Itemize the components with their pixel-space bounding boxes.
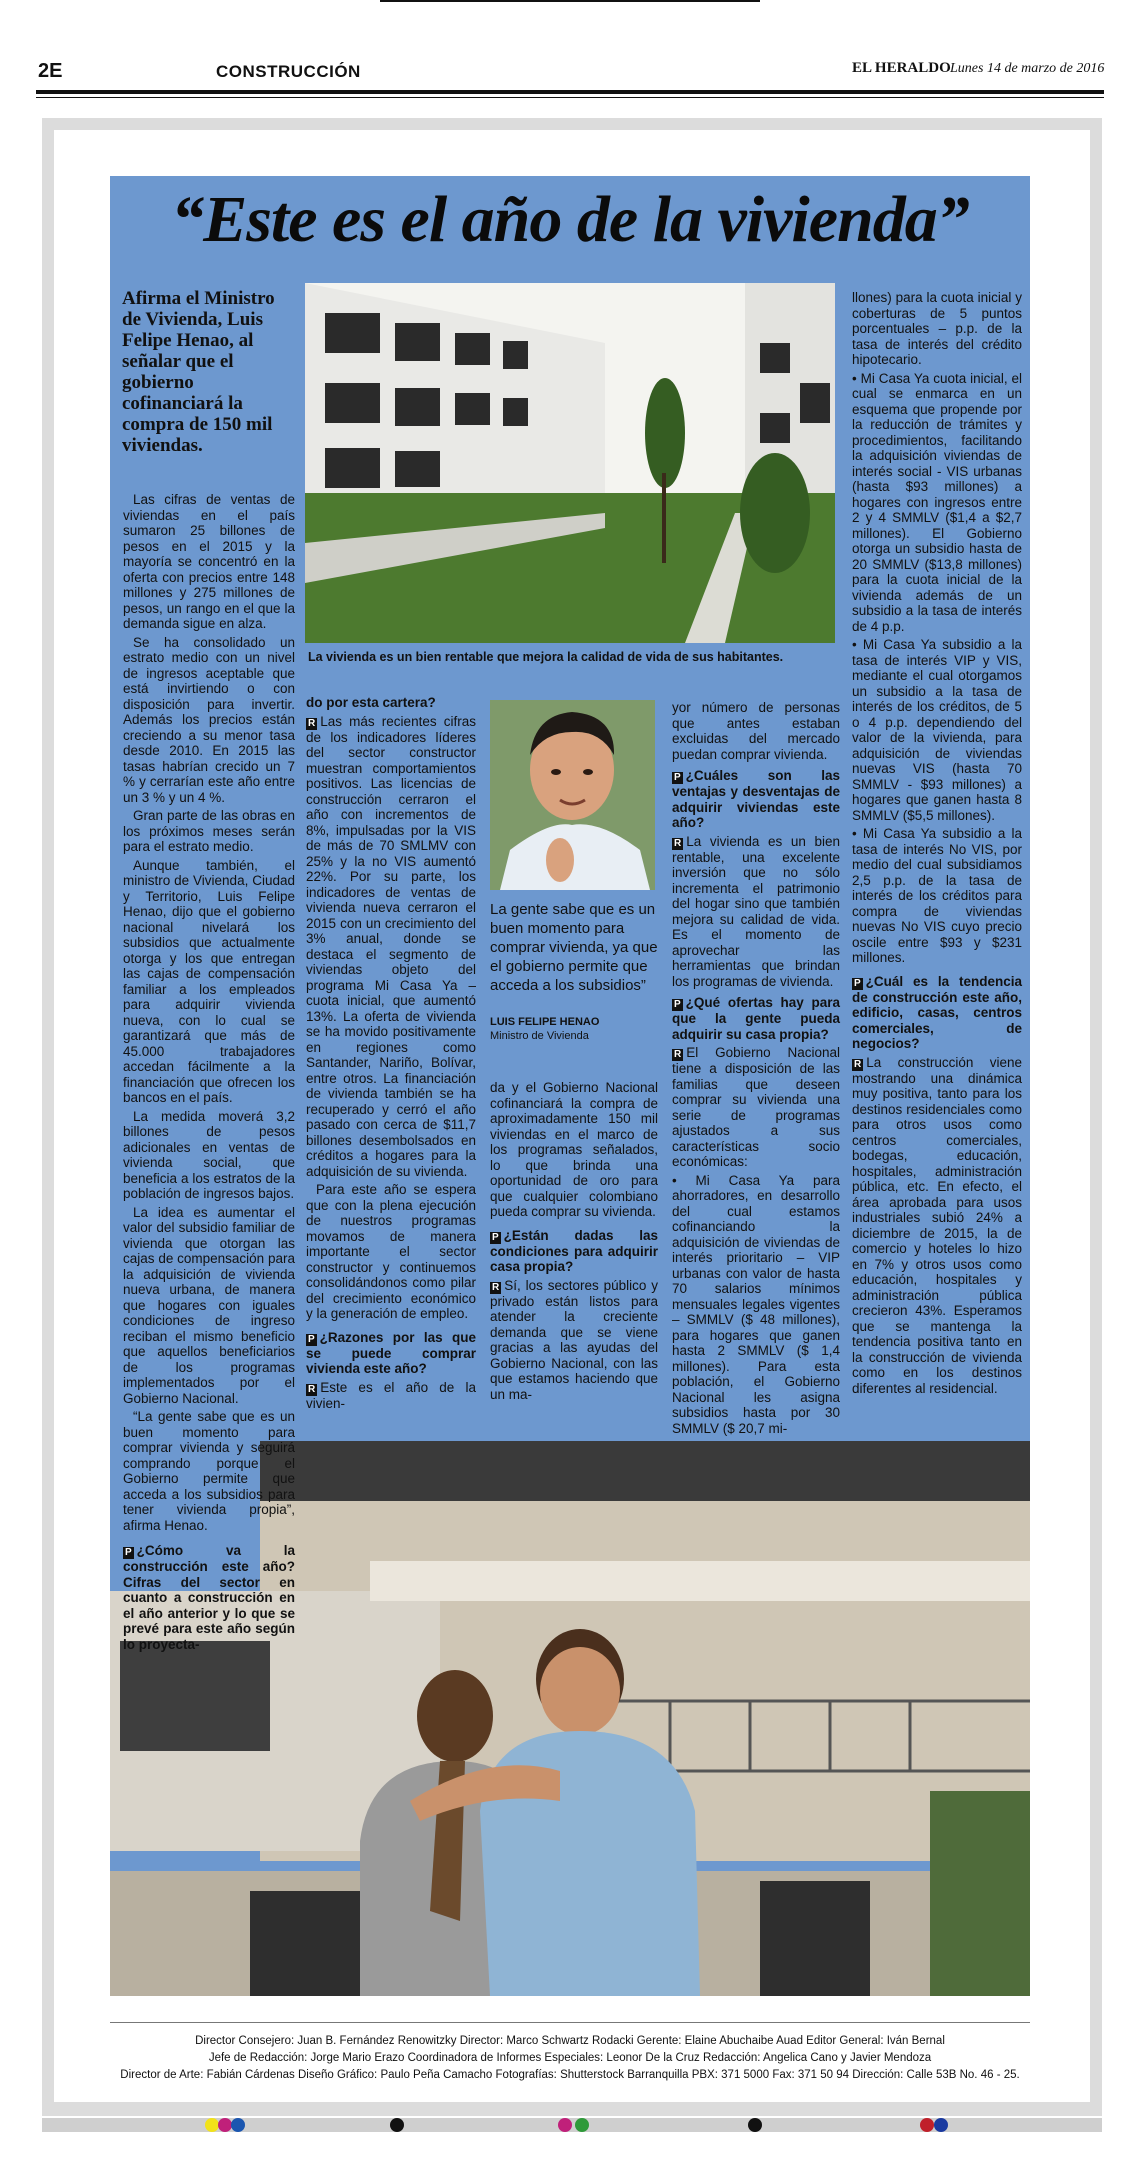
question-text: ¿Cuáles son las ventajas y desventajas de adquirir viviendas este año? <box>672 768 840 830</box>
bullet-item: • Mi Casa Ya para ahorradores, en desarrollo del cual estamos cofinanciando la adquisición de viviendas de interés prioritario – VIP urbanas con valor de hasta 70 salarios mínimos mensuales legales vigentes – SMMLV ($ 48 millones), para hogares que ganen hasta 2 SMMLV ($ 1,4 millones). Para esta población, el Gobierno Nacional les asigna subsidios hasta por 30 SMMLV ($ 20,7 mi- <box>672 1172 840 1436</box>
answer-tag: R <box>492 1281 500 1293</box>
answer-text: Las más recientes cifras de los indicadores líderes del sector constructor muestran comportamientos positivos. Las licencias de construcción cerraron el año con incrementos de 8%, impulsadas por la VIS de más de 70 SMLMV con 25% y la no VIS aumentó 22%. Por su parte, los indicadores de ventas de vivienda nueva cerraron el 2015 con un crecimiento del 3% anual, donde se destaca el segmento de viviendas objeto del programa Mi Casa Ya – cuota inicial, que aumentó 13%. La oferta de vivienda se ha movido positivamente en regiones como Santander, Nariño, Bolívar, entre otros. La financiación de vivienda también se ha recuperado y cerró el año pasado con cerca de $11,7 billones desembolsados en créditos a hogares para la adquisición de su vivienda. <box>306 713 476 1179</box>
issue-date: Lunes 14 de marzo de 2016 <box>950 61 1105 76</box>
paragraph: Gran parte de las obras en los próximos meses serán para el estrato medio. <box>123 808 295 854</box>
header-rule <box>36 90 1104 94</box>
question-text: ¿Qué ofertas hay para que la gente pueda adquirir su casa propia? <box>672 995 840 1042</box>
headline: “Este es el año de la vivienda” <box>171 183 969 256</box>
paragraph: Se ha consolidado un estrato medio con un nivel de ingresos aceptable que está invirtiendo o con disposición para invertir. Además los precios están creciendo a su menor tasa desde 2010. En 2015 las tasas habrían crecido un 7 % y cerrarían este año entre un 3 % y un 4 %. <box>123 634 295 805</box>
question-tag: P <box>492 1231 499 1243</box>
answer-tag: R <box>674 837 682 849</box>
red-registration-dot <box>920 2118 934 2132</box>
column-4 <box>672 700 840 1439</box>
paragraph: Para este año se espera que con la plena ejecución de nuestros programas movamos de manera importante el sector constructor y continuemos consolidándonos como pilar del crecimiento económico y la generación de empleo. <box>306 1182 476 1321</box>
quote-author: LUIS FELIPE HENAO <box>490 1016 600 1028</box>
section-title: CONSTRUCCIÓN <box>216 62 361 81</box>
column-5 <box>852 290 1022 1399</box>
question-text: do por esta cartera? <box>306 695 436 710</box>
magenta-registration-dot <box>558 2118 572 2132</box>
blue-registration-dot <box>934 2118 948 2132</box>
answer-text: La construcción viene mostrando una dinámica muy positiva, tanto para los destinos residenciales como para otros usos como centros comerciales, bodegas, educación, hospitales, administración pública, etc. En efecto, el área aprobada para usos industriales subió 24% a diciembre de 2015, la de comercio y hoteles lo hizo en 7% y otros usos como educación, hospitales y administración pública crecieron 43%. Esperamos que se mantenga la tendencia positiva tanto en la construcción de vivienda como en los destinos diferentes al residencial. <box>852 1054 1022 1396</box>
bullet-item: • Mi Casa Ya subsidio a la tasa de interés VIP y VIS, mediante el cual otorgamos un subsidio a la tasa de interés de los créditos, de 5 o 4 p.p. dependiendo del valor de la vivienda, para adquisición de viviendas nuevas VIS (hasta 70 SMMLV - $93 millones) a hogares que ganen hasta 8 SMMLV ($5,5 millones). <box>852 637 1022 823</box>
credits-line-1: Director Consejero: Juan B. Fernández Renowitzky Director: Marco Schwartz Rodacki Gerente: Elaine Abuchaibe Auad Editor General: Iván Bernal <box>195 2035 945 2047</box>
paragraph: llones) para la cuota inicial y coberturas de 5 puntos porcentuales – p.p. de la tasa de interés del crédito hipotecario. <box>852 290 1022 367</box>
question-text: ¿Cómo va la construcción este año? Cifras del sector en cuanto a construcción en el año anterior y lo que se prevé para este año según lo proyecta- <box>123 1543 295 1652</box>
magenta-registration-dot <box>218 2118 232 2132</box>
green-registration-dot <box>575 2118 589 2132</box>
paragraph: da y el Gobierno Nacional cofinanciará la compra de aproximadamente 150 mil viviendas en el marco de los programas señalados, lo que brinda una oportunidad de oro para que cualquier colombiano pueda comprar su vivienda. <box>490 1080 658 1219</box>
answer-text: Este es el año de la vivien- <box>306 1379 476 1411</box>
yellow-registration-dot <box>205 2118 219 2132</box>
question-text: ¿Razones por las que se puede comprar vivienda este año? <box>306 1329 476 1376</box>
top-registration-line <box>380 0 760 2</box>
column-3 <box>490 1080 658 1405</box>
answer-text: El Gobierno Nacional tiene a disposición de las familias que deseen comprar su vivienda una serie de programas ajustados a sus características socio económicas: <box>672 1045 840 1169</box>
paragraph: La medida moverá 3,2 billones de pesos adicionales en ventas de vivienda social, que beneficia a los estratos de la población de ingresos bajos. <box>123 1108 295 1201</box>
pull-quote: La gente sabe que es un buen momento para comprar vivienda, ya que el gobierno permite que acceda a los subsidios” <box>490 901 658 994</box>
question-tag: P <box>854 977 861 989</box>
newspaper-name: EL HERALDO <box>852 60 951 76</box>
minister-portrait <box>490 700 655 890</box>
column-1 <box>123 492 295 1655</box>
question-text: ¿Cuál es la tendencia de construcción este año, edificio, casas, centros comerciales, de negocios? <box>852 973 1022 1051</box>
paragraph: yor número de personas que antes estaban excluidas del mercado puedan comprar vivienda. <box>672 700 840 762</box>
question-tag: P <box>674 772 681 783</box>
cyan-registration-dot <box>231 2118 245 2132</box>
page-number: 2E <box>38 60 63 82</box>
credits-line-3: Director de Arte: Fabián Cárdenas Diseño Gráfico: Paulo Peña Camacho Fotografías: Shutterstock Barranquilla PBX: 371 5000 Fax: 371 50 94 Dirección: Calle 53B No. 46 - 25. <box>120 2069 1020 2081</box>
bullet-item: • Mi Casa Ya cuota inicial, el cual se enmarca en un esquema que propende por la reducción de trámites y procedimientos, facilitando la adquisición viviendas de interés social - VIS urbanas (hasta $93 millones) a hogares con ingresos entre 2 y 4 SMMLV ($1,4 a $2,7 millones). El Gobierno otorga un subsidio hasta de 20 SMMLV ($13,8 millones) para la cuota inicial de la vivienda además de un subsidio a la tasa de interés de 4 p.p. <box>852 370 1022 634</box>
paragraph: Las cifras de ventas de viviendas en el país sumaron 25 billones de pesos en el 2015 y la mayoría se concentró en la oferta con precios entre 148 millones y 275 millones de pesos, un rango en el que la demanda sigue en alza. <box>123 492 295 631</box>
question-tag: P <box>308 1333 315 1345</box>
answer-text: Sí, los sectores público y privado están listos para atender la creciente demanda que se viene gracias a las ayudas del Gobierno Nacional, con las que estamos haciendo que un ma- <box>490 1277 658 1402</box>
bullet-item: • Mi Casa Ya subsidio a la tasa de interés No VIS, por medio del cual subsidiamos 2,5 p.p. de la tasa de interés de los créditos para compra de viviendas nuevas No VIS cuyo precio oscile entre $93 y $231 millones. <box>852 826 1022 965</box>
paragraph: Aunque también, el ministro de Vivienda, Ciudad y Territorio, Luis Felipe Henao, dijo que el gobierno nacional nivelará los subsidios que actualmente otorga y los que entregan las cajas de compensación familiar a los empleados para adquirir vivienda nueva, con lo cual se garantizará que más de 45.000 trabajadores accedan fácilmente a la financiación que ofrecen los bancos en el país. <box>123 857 295 1105</box>
answer-text: La vivienda es un bien rentable, una excelente inversión que no sólo incrementa el patrimonio del hogar sino que también mejora su calidad de vida. Es el momento de aprovechar las herramientas que brindan los programas de vivienda. <box>672 833 840 989</box>
answer-tag: R <box>308 1383 316 1395</box>
credits-rule <box>110 2022 1030 2023</box>
photo-caption: La vivienda es un bien rentable que mejora la calidad de vida de sus habitantes. <box>308 650 784 664</box>
answer-tag: R <box>854 1058 862 1070</box>
paragraph: “La gente sabe que es un buen momento para comprar vivienda y seguirá comprando porque el Gobierno permite que acceda a los subsidios para tener vivienda propia”, afirma Henao. <box>123 1409 295 1533</box>
question-tag: P <box>674 999 681 1010</box>
answer-tag: R <box>674 1049 682 1060</box>
column-2 <box>306 695 476 1414</box>
paragraph: La idea es aumentar el valor del subsidio familiar de vivienda que otorgan las cajas de compensación para la adquisición de vivienda nueva urbana, de manera que hogares con iguales condiciones de ingreso reciban el mismo beneficio que aquellos beneficiarios de los programas implementados por el Gobierno Nacional. <box>123 1204 295 1406</box>
buildings-photo <box>305 283 835 643</box>
answer-tag: R <box>308 717 316 729</box>
question-text: ¿Están dadas las condiciones para adquirir casa propia? <box>490 1227 658 1274</box>
article-deck: Afirma el Ministro de Vivienda, Luis Felipe Henao, al señalar que el gobierno cofinanciará la compra de 150 mil viviendas. <box>122 288 275 456</box>
quote-author-role: Ministro de Vivienda <box>490 1030 589 1042</box>
question-tag: P <box>125 1547 132 1558</box>
black-registration-dot <box>748 2118 762 2132</box>
header-rule-thin <box>36 97 1104 98</box>
black-registration-dot <box>390 2118 404 2132</box>
credits-line-2: Jefe de Redacción: Jorge Mario Erazo Coordinadora de Informes Especiales: Leonor De la Cruz Redacción: Angelica Cano y Javier Mendoza <box>208 2052 932 2064</box>
